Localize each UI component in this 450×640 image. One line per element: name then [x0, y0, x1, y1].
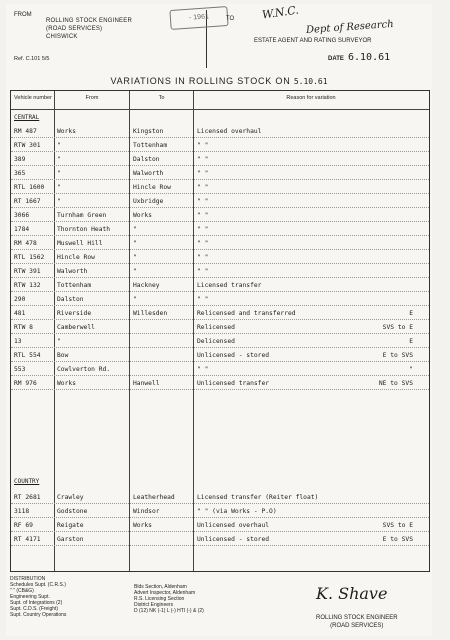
header-vehicle: Vehicle number	[14, 95, 52, 101]
distribution-entry: Schedules Supt. (C.R.S.)	[10, 582, 66, 588]
distribution-entry: DISTRIBUTION	[10, 576, 46, 582]
from-location: Bow	[57, 352, 69, 359]
reason: " "	[197, 198, 209, 205]
to-location: Hincle Row	[133, 184, 171, 191]
from-location: "	[57, 170, 61, 177]
table-row	[11, 351, 429, 362]
reason: " "	[197, 170, 209, 177]
table-row	[11, 267, 429, 278]
header-reason: Reason for variation	[286, 95, 336, 101]
from-location: Crawley	[57, 494, 84, 501]
table-row	[11, 239, 429, 250]
from-location: "	[57, 198, 61, 205]
table-row	[11, 183, 429, 194]
distribution-entry: R.S. Licensing Section	[134, 596, 185, 602]
reason: Delicensed	[197, 338, 235, 345]
document-footer	[10, 576, 428, 636]
reason: Licensed transfer (Reiter float)	[197, 494, 319, 501]
reason: Licensed transfer	[197, 282, 262, 289]
distribution-entry: " " (CB&G)	[10, 588, 34, 594]
vehicle-number: 389	[14, 156, 26, 163]
from-location: Thornton Heath	[57, 226, 111, 233]
vehicle-number: RT 1667	[14, 198, 41, 205]
signer-title-line: ROLLING STOCK ENGINEER	[316, 615, 398, 621]
title-date: 5.10.61	[293, 77, 328, 86]
handwritten-note-1: W.N.C.	[261, 3, 300, 22]
document-title	[6, 76, 432, 86]
vehicle-number: RTW 132	[14, 282, 41, 289]
vehicle-number: RT 4171	[14, 536, 41, 543]
table-row	[11, 507, 429, 518]
status-code: "	[409, 366, 413, 373]
distribution-entry: Supt. Country Operations	[10, 612, 67, 618]
reason: " "	[197, 254, 209, 261]
to-location: "	[133, 296, 137, 303]
status-code: E	[409, 338, 413, 345]
from-location: Walworth	[57, 268, 88, 275]
from-line-2: (ROAD SERVICES)	[46, 26, 103, 32]
reason: " "	[197, 212, 209, 219]
table-row	[11, 379, 429, 390]
table-row	[11, 281, 429, 292]
vehicle-number: RTL 554	[14, 352, 41, 359]
vehicle-number: RM 976	[14, 380, 37, 387]
to-location: Dalston	[133, 156, 160, 163]
table-row	[11, 197, 429, 208]
to-location: Hackney	[133, 282, 160, 289]
to-recipient: ESTATE AGENT AND RATING SURVEYOR	[254, 38, 372, 44]
from-location: Reigate	[57, 522, 84, 529]
distribution-entry: Advert Inspector, Aldenham	[134, 590, 196, 596]
to-location: Kingston	[133, 128, 164, 135]
from-location: Turnham Green	[57, 212, 107, 219]
document-header	[6, 3, 432, 68]
table-row	[11, 365, 429, 376]
vehicle-number: RM 478	[14, 240, 37, 247]
from-line-1: ROLLING STOCK ENGINEER	[46, 18, 132, 24]
distribution-entry: Engineering Supt.	[10, 594, 50, 600]
signer-title-line: (ROAD SERVICES)	[330, 623, 384, 629]
vehicle-number: 290	[14, 296, 26, 303]
from-location: "	[57, 142, 61, 149]
reason: Licensed overhaul	[197, 128, 262, 135]
reason: Unlicensed - stored	[197, 536, 270, 543]
to-location: Works	[133, 212, 152, 219]
header-from: From	[85, 95, 99, 101]
table-row	[11, 253, 429, 264]
vehicle-number: 13	[14, 338, 22, 345]
to-location: "	[133, 240, 137, 247]
title-text: VARIATIONS IN ROLLING STOCK ON	[110, 76, 291, 86]
table-row	[11, 295, 429, 306]
table-row	[11, 169, 429, 180]
vehicle-number: 1784	[14, 226, 30, 233]
signature: K. Shave	[316, 584, 388, 603]
vehicle-number: RTL 1600	[14, 184, 45, 191]
from-location: Tottenham	[57, 282, 92, 289]
signer-title	[316, 614, 398, 630]
from-line-3: CHISWICK	[46, 34, 78, 40]
table-row	[11, 211, 429, 222]
to-location: Windsor	[133, 508, 160, 515]
reason: " " (via Works - P.O)	[197, 508, 277, 515]
from-location: Godstone	[57, 508, 88, 515]
table-row	[11, 323, 429, 334]
reason: Unlicensed - stored	[197, 352, 270, 359]
section-country	[11, 477, 429, 487]
from-location: Works	[57, 128, 76, 135]
vehicle-number: 481	[14, 310, 26, 317]
table-row	[11, 337, 429, 348]
distribution-entry: Supt. C.D.S. (Freight)	[10, 606, 59, 612]
header-to: To	[158, 95, 165, 101]
vehicle-number: RTW 391	[14, 268, 41, 275]
status-code: SVS to E	[382, 324, 413, 331]
reference: Ref. C.101 5/5	[14, 56, 50, 62]
reason: Relicensed	[197, 324, 235, 331]
vehicle-number: 553	[14, 366, 26, 373]
reason: " "	[197, 226, 209, 233]
to-location: Leatherhead	[133, 494, 175, 501]
date-label: DATE	[328, 56, 344, 62]
from-location: Muswell Hill	[57, 240, 103, 247]
vehicle-number: RM 487	[14, 128, 37, 135]
to-location: Hanwell	[133, 380, 160, 387]
reason: Unlicensed overhaul	[197, 522, 270, 529]
distribution-entry: Blds Section, Aldenham	[134, 584, 187, 590]
reason: " "	[197, 184, 209, 191]
header-rule	[11, 109, 429, 110]
status-code: E to SVS	[382, 536, 413, 543]
distribution-entry: Supt. of Integrations (2)	[10, 600, 63, 606]
table-row	[11, 225, 429, 236]
reason: " "	[197, 156, 209, 163]
table-row	[11, 493, 429, 504]
from-location: Cowlverton Rd.	[57, 366, 111, 373]
table-row	[11, 309, 429, 320]
variations-table	[10, 90, 430, 572]
reason: Unlicensed transfer	[197, 380, 270, 387]
vehicle-number: 3066	[14, 212, 30, 219]
table-row	[11, 521, 429, 532]
reason: " "	[197, 296, 209, 303]
section-label: COUNTRY	[14, 478, 40, 485]
to-location: "	[133, 226, 137, 233]
from-location: Works	[57, 380, 76, 387]
vehicle-number: RTL 1562	[14, 254, 45, 261]
reason: Relicensed and transferred	[197, 310, 296, 317]
table-row	[11, 535, 429, 546]
document-sheet	[6, 4, 432, 636]
vehicle-number: 365	[14, 170, 26, 177]
handwritten-note-2: Dept of Research	[305, 18, 394, 37]
reason: " "	[197, 240, 209, 247]
status-code: E	[409, 310, 413, 317]
from-location: Hincle Row	[57, 254, 95, 261]
to-location: "	[133, 254, 137, 261]
reason: " "	[197, 366, 209, 373]
section-label: CENTRAL	[14, 114, 40, 121]
to-location: Tottenham	[133, 142, 168, 149]
table-row	[11, 155, 429, 166]
from-location: "	[57, 338, 61, 345]
from-location: Camberwell	[57, 324, 95, 331]
table-row	[11, 127, 429, 138]
to-location: Walworth	[133, 170, 164, 177]
distribution-list	[10, 576, 66, 618]
vehicle-number: RTW 301	[14, 142, 41, 149]
to-location: Works	[133, 522, 152, 529]
status-code: SVS to E	[382, 522, 413, 529]
received-stamp: - 1961	[169, 6, 228, 30]
from-label: FROM	[14, 12, 32, 18]
from-location: "	[57, 184, 61, 191]
from-location: Garston	[57, 536, 84, 543]
distribution-entry: District Engineers	[134, 602, 174, 608]
from-location: Dalston	[57, 296, 84, 303]
status-code: E to SVS	[382, 352, 413, 359]
vehicle-number: RTW 8	[14, 324, 33, 331]
to-location: Uxbridge	[133, 198, 164, 205]
table-row	[11, 141, 429, 152]
to-location: Willesden	[133, 310, 168, 317]
vehicle-number: RF 69	[14, 522, 33, 529]
vehicle-number: 3118	[14, 508, 30, 515]
distribution-list-2	[134, 584, 204, 614]
distribution-entry: D (12) NK (-1) L (-) HTI (-) & (2)	[134, 608, 204, 614]
from-location: Riverside	[57, 310, 92, 317]
date-value: 6.10.61	[348, 52, 391, 63]
reason: " "	[197, 142, 209, 149]
vehicle-number: RT 2681	[14, 494, 41, 501]
status-code: NE to SVS	[378, 380, 413, 387]
reason: " "	[197, 268, 209, 275]
to-label: TO	[226, 16, 235, 22]
section-central	[11, 113, 429, 123]
from-location: "	[57, 156, 61, 163]
to-location: "	[133, 268, 137, 275]
